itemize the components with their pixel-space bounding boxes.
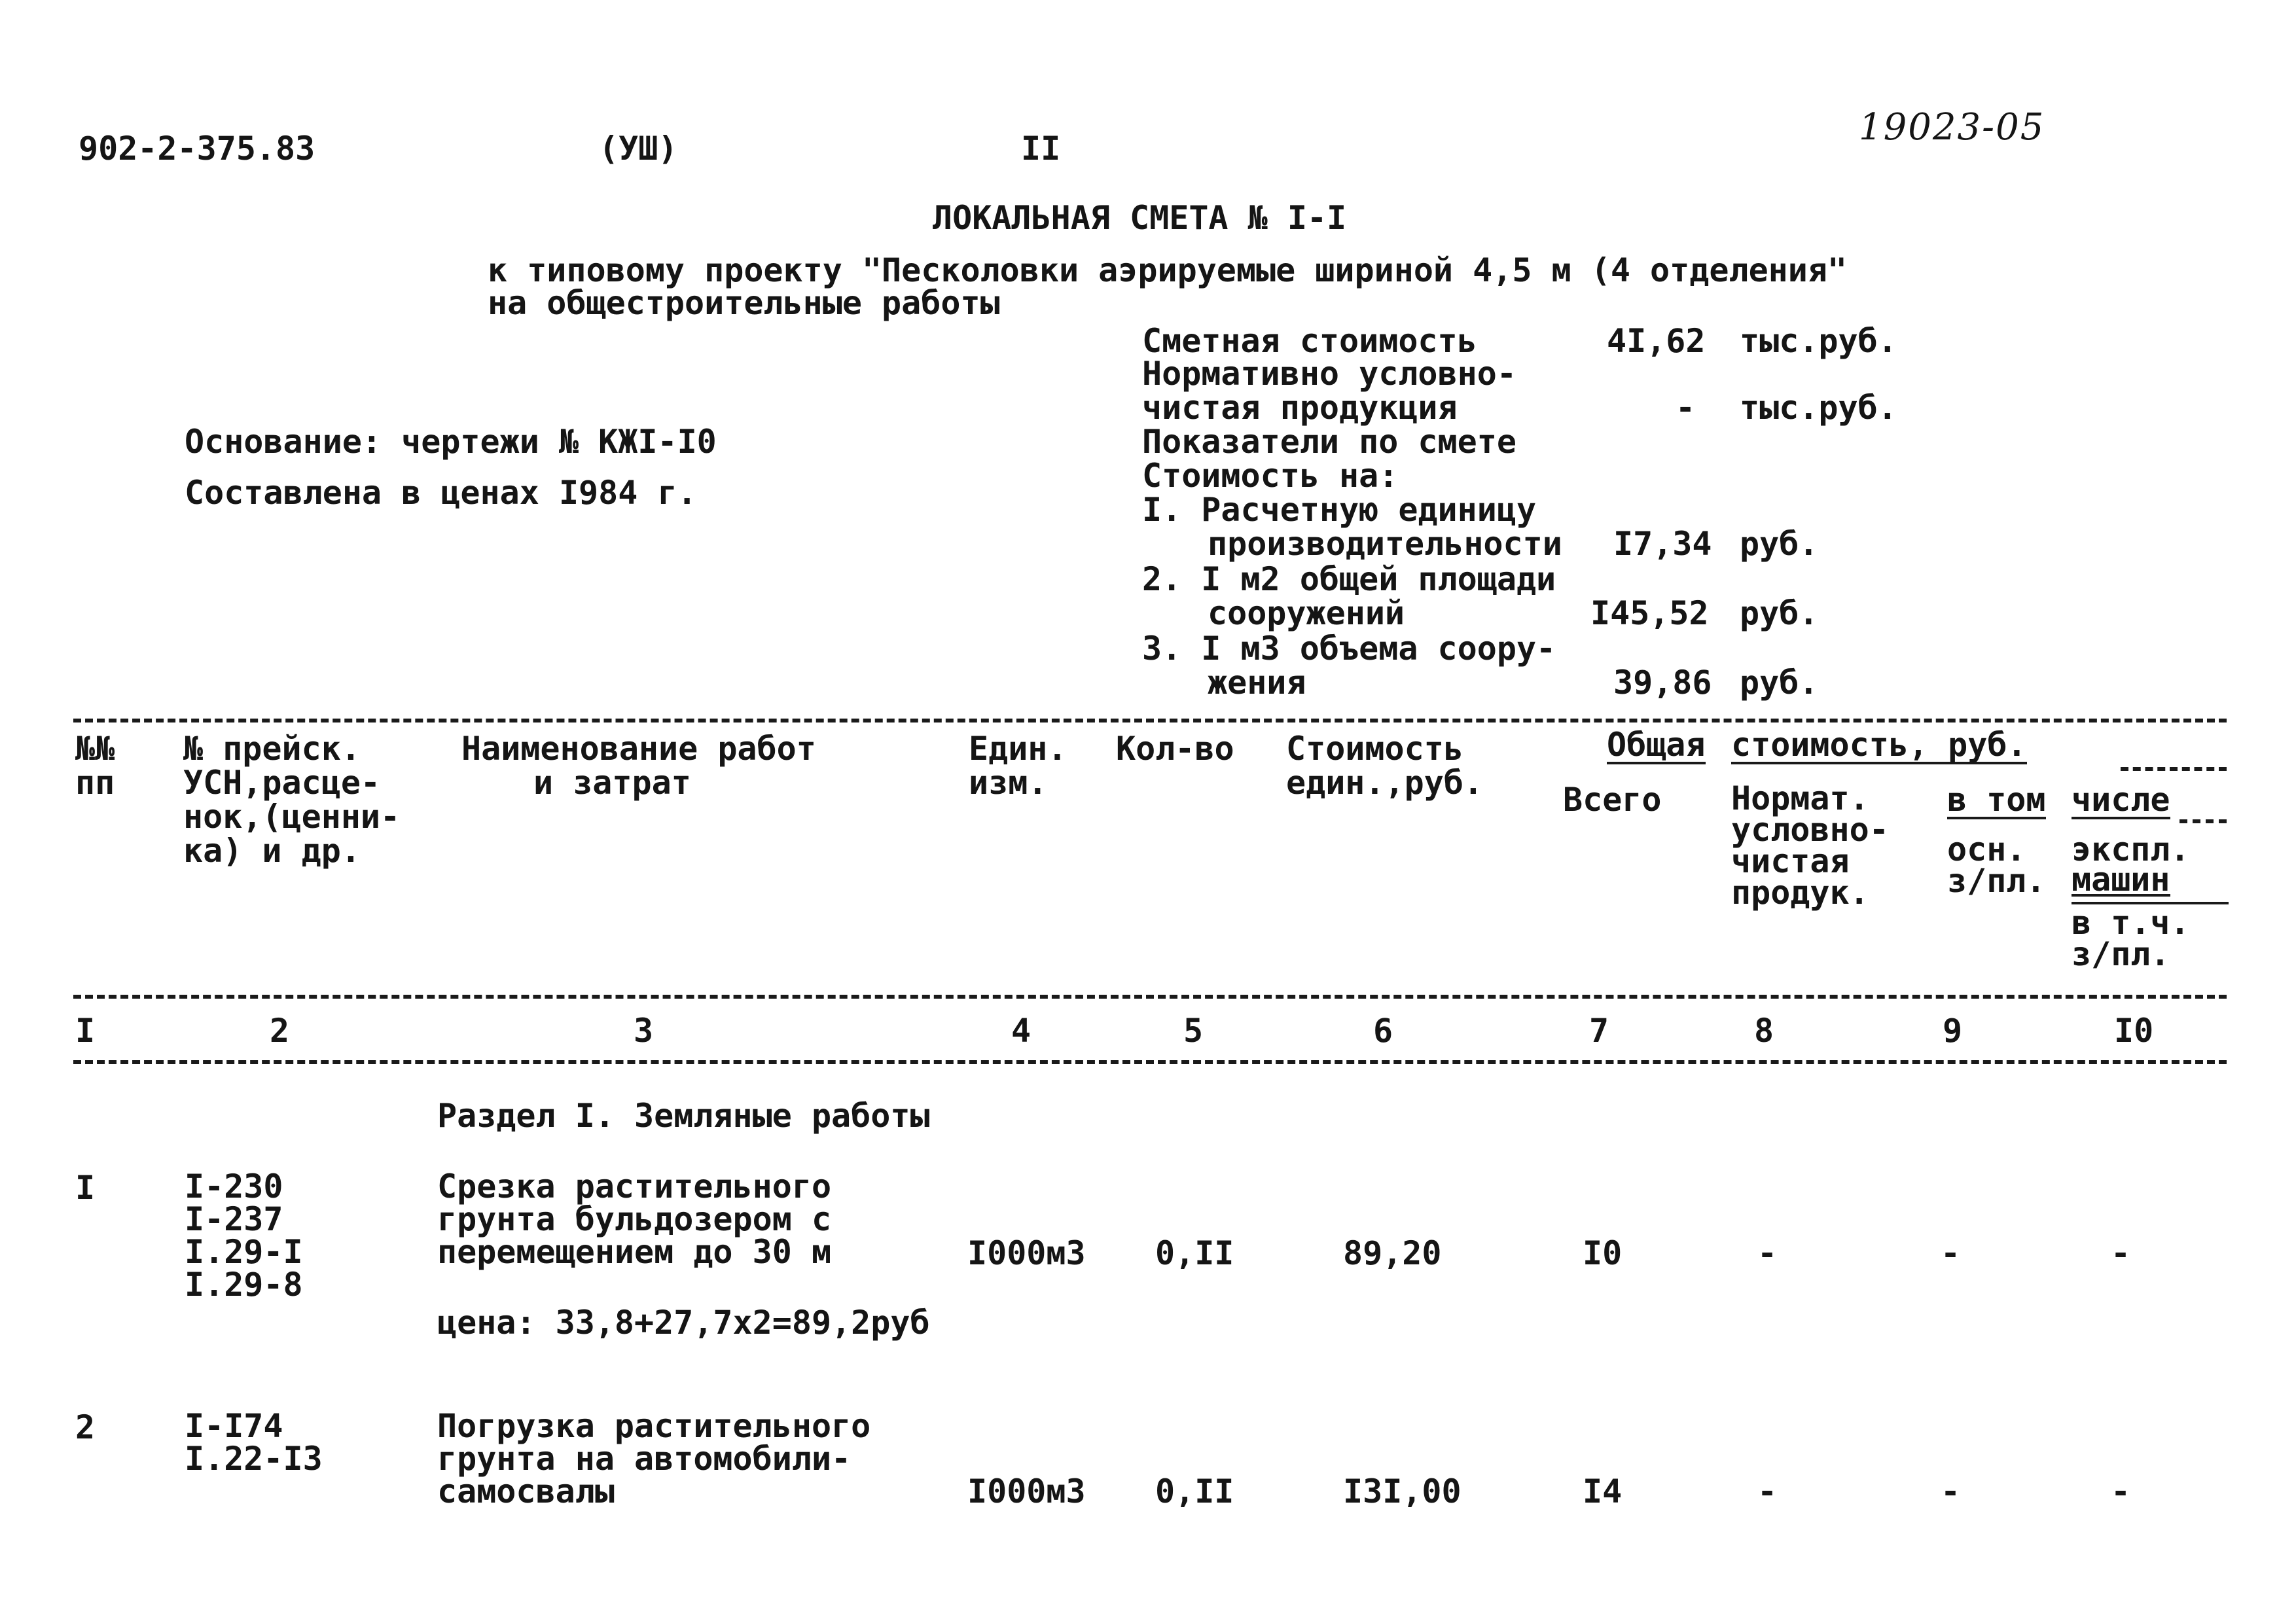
row2-code-1: I-I74 (185, 1407, 283, 1445)
col2-header-2: УСН,расце- (183, 764, 381, 802)
row1-name-1: Срезка растительного (437, 1168, 832, 1205)
total-cost-header-a: Общая (1607, 726, 1706, 764)
table-top-rule (73, 719, 2227, 722)
row2-machines: - (2111, 1472, 2131, 1510)
col-number-1: I (75, 1012, 96, 1050)
row1-name-2: грунта бульдозером с (437, 1200, 832, 1238)
row2-name-2: грунта на автомобили- (437, 1440, 852, 1478)
indicator-2-line-2: сооружений (1208, 594, 1405, 632)
col8-header-1: Нормат. (1731, 779, 1869, 817)
col2-header-1: № прейск. (183, 730, 361, 768)
handwritten-number: 19023-05 (1859, 106, 2045, 149)
row2-total: I4 (1583, 1472, 1623, 1510)
col1-header-1: №№ (75, 730, 115, 768)
col4-header-2: изм. (969, 764, 1048, 802)
col-number-9: 9 (1943, 1012, 1963, 1050)
row2-unit-price: I3I,00 (1343, 1472, 1462, 1510)
row1-unit-price: 89,20 (1343, 1234, 1442, 1272)
col-number-6: 6 (1373, 1012, 1393, 1050)
col9-header-1: осн. (1947, 830, 2026, 868)
col2-header-4: ка) и др. (183, 832, 361, 870)
header-bottom-rule (73, 995, 2227, 999)
col10-header-3: в т.ч. (2072, 904, 2190, 942)
indicator-1-unit: руб. (1740, 525, 1819, 563)
row2-name-1: Погрузка растительного (437, 1407, 871, 1445)
norm-product-label-2: чистая продукция (1142, 389, 1458, 427)
col6-header-2: един.,руб. (1286, 764, 1484, 802)
row2-unit: I000м3 (967, 1472, 1086, 1510)
estimated-cost-label: Сметная стоимость (1142, 322, 1477, 360)
col5-header: Кол-во (1116, 730, 1234, 768)
row1-total: I0 (1583, 1234, 1623, 1272)
indicator-3-unit: руб. (1740, 664, 1819, 702)
indicator-1-line-2: производительности (1208, 525, 1562, 563)
including-header-rule (2179, 819, 2227, 823)
col2-header-3: нок,(ценни- (183, 798, 401, 836)
estimated-cost-unit: тыс.руб. (1740, 322, 1897, 360)
row1-name-3: перемещением до 30 м (437, 1233, 832, 1271)
col-number-4: 4 (1011, 1012, 1031, 1050)
row1-base-wage: - (1941, 1234, 1961, 1272)
norm-product-label-1: Нормативно условно- (1142, 355, 1516, 393)
col10-header-1: экспл. (2072, 830, 2190, 868)
row2-code-2: I.22-I3 (185, 1440, 323, 1478)
norm-product-unit: тыс.руб. (1740, 389, 1897, 427)
row1-code-3: I.29-I (185, 1233, 303, 1271)
including-header-b: числе (2072, 781, 2170, 819)
row1-unit: I000м3 (967, 1234, 1086, 1272)
row2-base-wage: - (1941, 1472, 1961, 1510)
total-cost-header-rule (2121, 767, 2227, 771)
including-header-a: в том (1947, 781, 2046, 819)
row1-number: I (75, 1169, 96, 1207)
norm-product-value: - (1676, 389, 1696, 427)
row1-machines: - (2111, 1234, 2131, 1272)
cost-on-label: Стоимость на: (1142, 457, 1399, 495)
col7-header: Всего (1563, 781, 1662, 819)
indicator-2-unit: руб. (1740, 594, 1819, 632)
row1-quantity: 0,II (1155, 1234, 1234, 1272)
col8-header-2: условно- (1731, 811, 1889, 849)
estimated-cost-value: 4I,62 (1607, 322, 1706, 360)
total-cost-header-b: стоимость, руб. (1731, 726, 2027, 764)
col3-header-1: Наименование работ (461, 730, 816, 768)
page-title: ЛОКАЛЬНАЯ СМЕТА № I-I (933, 199, 1347, 237)
col-number-3: 3 (634, 1012, 654, 1050)
subtitle-line-2: на общестроительные работы (488, 284, 1000, 322)
col10-header-4: з/пл. (2072, 935, 2170, 973)
section-title: Раздел I. Земляные работы (437, 1097, 930, 1135)
indicator-2-line-1: 2. I м2 общей площади (1142, 560, 1556, 598)
col8-header-4: продук. (1731, 874, 1869, 912)
row1-code-4: I.29-8 (185, 1266, 303, 1304)
column-numbers-bottom-rule (73, 1060, 2227, 1064)
indicator-2-value: I45,52 (1590, 594, 1709, 632)
row2-norm-product: - (1757, 1472, 1778, 1510)
basis-prices-year: Составлена в ценах I984 г. (185, 474, 697, 512)
col-number-5: 5 (1183, 1012, 1204, 1050)
col3-header-2: и затрат (533, 764, 691, 802)
row2-quantity: 0,II (1155, 1472, 1234, 1510)
col-number-2: 2 (270, 1012, 290, 1050)
indicator-1-value: I7,34 (1613, 525, 1712, 563)
indicator-3-line-2: жения (1208, 664, 1306, 702)
indicators-label: Показатели по смете (1142, 423, 1516, 461)
subtitle-line-1: к типовому проекту "Песколовки аэрируемые шириной 4,5 м (4 отделения" (488, 251, 1848, 289)
row2-number: 2 (75, 1408, 96, 1446)
basis-drawings: Основание: чертежи № КЖI-I0 (185, 423, 717, 461)
indicator-1-line-1: I. Расчетную единицу (1142, 491, 1537, 529)
row1-code-1: I-230 (185, 1168, 283, 1205)
col4-header-1: Един. (969, 730, 1067, 768)
document-code: 902-2-375.83 (79, 130, 315, 168)
page-number: II (1021, 130, 1061, 168)
row1-norm-product: - (1757, 1234, 1778, 1272)
row1-code-2: I-237 (185, 1200, 283, 1238)
indicator-3-value: 39,86 (1613, 664, 1712, 702)
col1-header-2: пп (75, 764, 115, 802)
col-number-10: I0 (2114, 1012, 2154, 1050)
row1-price-note: цена: 33,8+27,7х2=89,2руб (437, 1304, 930, 1342)
col10-header-2: машин (2072, 861, 2170, 899)
col-number-8: 8 (1754, 1012, 1774, 1050)
col6-header-1: Стоимость (1286, 730, 1463, 768)
volume-label: (УШ) (599, 130, 678, 168)
col-number-7: 7 (1589, 1012, 1609, 1050)
col8-header-3: чистая (1731, 842, 1850, 880)
row2-name-3: самосвалы (437, 1472, 615, 1510)
indicator-3-line-1: 3. I м3 объема соору- (1142, 630, 1556, 668)
col9-header-2: з/пл. (1947, 862, 2046, 900)
